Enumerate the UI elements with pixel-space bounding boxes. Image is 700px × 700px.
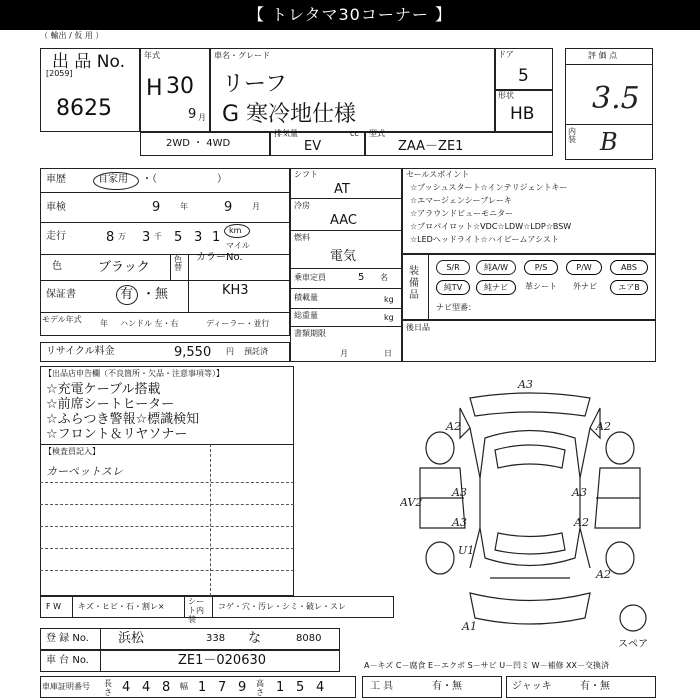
door-label: ドア — [498, 50, 514, 59]
fuel-label: 燃料 — [294, 233, 310, 242]
fw-value: キズ・ヒビ・石・割レ× — [78, 602, 165, 611]
mileage-d2: 3 — [142, 230, 151, 245]
equip-pw: P/W — [566, 260, 602, 275]
mileage-d3: 5 — [174, 230, 183, 245]
equip-navi: 純ナビ — [476, 280, 516, 295]
header-banner: 【 トレタマ30コーナー 】 — [0, 0, 700, 30]
mileage-d4: 3 — [194, 230, 203, 245]
car-diagram — [400, 368, 670, 648]
mileage-d1: 8 — [106, 230, 115, 245]
model-label: 型式 — [369, 129, 385, 138]
warranty-alt: ・無 — [142, 287, 169, 302]
equip-sr: S/R — [436, 260, 470, 275]
jack-value: 有・無 — [580, 681, 610, 692]
exhibit-label: 出 品 No. — [52, 52, 126, 72]
deadline-day: 日 — [384, 349, 392, 358]
registration-label: 登 録 No. — [46, 633, 89, 644]
mileage-u1: 万 — [118, 232, 126, 241]
after-parts-box — [402, 320, 656, 362]
damage-mark: AV2 — [400, 496, 423, 509]
shift-value: AT — [334, 182, 350, 197]
year-month: 9 — [188, 107, 197, 122]
year-month-unit: 月 — [198, 113, 206, 122]
shift-label: シフト — [294, 170, 318, 179]
exhibit-tag: [2059] — [46, 69, 73, 78]
inspection-month: 9 — [224, 200, 233, 215]
weight-unit: kg — [384, 313, 394, 322]
shape-label: 形状 — [498, 91, 514, 100]
length-label: 長さ — [104, 679, 112, 697]
registration-class: 338 — [206, 633, 226, 644]
height-digit: 4 — [316, 680, 325, 695]
equip-abs: ABS — [610, 260, 648, 275]
color-change-label: 色替 — [174, 255, 182, 272]
mileage-d5: 1 — [212, 230, 221, 245]
sales-point-item: ☆エマージェンシーブレーキ — [410, 196, 512, 205]
exhibitor-notes-label: 【出品店申告欄（不良箇所・欠品・注意事項等）】 — [44, 369, 224, 378]
recycle-value: 9,550 — [174, 345, 212, 360]
width-digit: 1 — [198, 680, 207, 695]
jack-label: ジャッキ — [512, 681, 552, 692]
sales-point-item: ☆プロパイロット☆VDC☆LDW☆LDP☆BSW — [410, 222, 572, 231]
damage-mark: A2 — [596, 568, 611, 581]
exhibitor-note: ☆充電ケーブル搭載 — [46, 382, 161, 397]
inspection-year: 9 — [152, 200, 161, 215]
damage-mark: A2 — [446, 420, 461, 433]
tools-label: 工 具 — [370, 681, 394, 692]
width-label: 幅 — [180, 682, 188, 691]
registration-place: 浜松 — [118, 631, 145, 646]
color-value: ブラック — [98, 260, 150, 275]
handle-label: ハンドル 左・右 — [120, 319, 179, 328]
equip-leather: 革シート — [525, 282, 557, 291]
exhibit-number: 8625 — [56, 96, 112, 121]
equip-tv: 純TV — [436, 280, 470, 295]
equip-airbag: エアB — [610, 280, 648, 295]
year-value: 30 — [166, 74, 194, 99]
sales-points-label: セールスポイント — [406, 170, 470, 179]
displacement-value: EV — [304, 139, 322, 154]
warranty-label: 保証書 — [46, 289, 76, 300]
sales-point-item: ☆アラウンドビューモニター — [410, 209, 514, 218]
equip-aw: 純A/W — [476, 260, 516, 275]
top-note: （ 輸出 / 仮 用 ） — [40, 31, 104, 40]
history-value: 自家用 — [98, 174, 128, 185]
warranty-value: 有 — [120, 287, 134, 302]
capacity-unit: 名 — [380, 273, 388, 282]
displacement-label: 排気量 — [274, 129, 298, 138]
registration-kana: な — [248, 631, 262, 646]
year-era: H — [146, 76, 163, 101]
equip-ext-navi: 外ナビ — [573, 282, 597, 291]
car-name: リーフ — [222, 72, 287, 97]
mileage-unit-km: km — [229, 226, 242, 235]
length-digit: 4 — [142, 680, 151, 695]
exhibitor-note: ☆ふらつき警報☆標識検知 — [46, 412, 200, 427]
recycle-label: リサイクル料金 — [46, 346, 115, 357]
inspection-label: 車検 — [46, 202, 66, 213]
door-value: 5 — [518, 66, 529, 86]
chassis-label: 車 台 No. — [46, 655, 89, 666]
seat-value: コゲ・穴・汚レ・シミ・破レ・スレ — [218, 602, 346, 611]
sales-point-item: ☆プッシュスタート☆インテリジェントキー — [410, 183, 568, 192]
car-name-label: 車名・グレード — [214, 51, 270, 60]
color-no-value: KH3 — [222, 283, 249, 298]
model-year-label: モデル年式 — [42, 315, 82, 324]
inspector-note: カーペットスレ — [46, 465, 123, 478]
dimensions-label: 車庫証明番号 — [42, 682, 90, 691]
damage-mark: A1 — [462, 620, 477, 633]
interior-value: B — [600, 128, 618, 156]
sales-point-item: ☆LEDヘッドライト☆ハイビームアシスト — [410, 235, 559, 244]
shape-value: HB — [510, 104, 535, 124]
history-label: 車歴 — [46, 174, 66, 185]
after-parts-label: 後日品 — [406, 323, 430, 332]
fw-label: F W — [46, 602, 62, 611]
displacement-unit: cc — [350, 129, 359, 138]
tools-value: 有・無 — [432, 681, 462, 692]
navi-model-label: ナビ型番： — [436, 303, 476, 312]
exhibitor-note: ☆フロント＆リヤソナー — [46, 427, 188, 442]
deadline-month: 月 — [340, 349, 348, 358]
damage-mark: A2 — [596, 420, 611, 433]
width-digit: 9 — [238, 680, 247, 695]
load-label: 積載量 — [294, 293, 318, 302]
weight-label: 総重量 — [294, 311, 318, 320]
car-grade: G 寒冷地仕様 — [222, 102, 357, 127]
aircon-label: 冷房 — [294, 201, 310, 210]
dealer-label: ディーラー・並行 — [206, 319, 270, 328]
capacity-label: 乗車定員 — [294, 273, 326, 282]
damage-mark: A3 — [452, 516, 467, 529]
drive-type: 2WD ・ 4WD — [166, 138, 231, 149]
damage-legend: A－キズ C－腐食 E－エクボ S－サビ U－凹ミ W－補修 XX－交換済 — [364, 661, 610, 670]
deadline-label: 書類期限 — [294, 329, 326, 338]
score-value: 3.5 — [592, 81, 640, 116]
load-unit: kg — [384, 295, 394, 304]
damage-mark: A2 — [574, 516, 589, 529]
equip-ps: P/S — [524, 260, 558, 275]
inspection-year-unit: 年 — [180, 202, 188, 211]
registration-number: 8080 — [296, 633, 322, 644]
length-digit: 8 — [162, 680, 171, 695]
mileage-u2: 千 — [154, 232, 162, 241]
color-label: 色 — [52, 261, 62, 272]
history-extra: ・（ ） — [142, 174, 227, 185]
capacity-value: 5 — [358, 272, 365, 283]
color-no-label: カラーNo. — [196, 252, 243, 263]
damage-mark: A3 — [572, 486, 587, 499]
inspection-month-unit: 月 — [252, 202, 260, 211]
seat-label: シート内装 — [188, 597, 204, 624]
model-year-unit: 年 — [100, 319, 108, 328]
chassis-value: ZE1－020630 — [178, 653, 267, 668]
width-digit: 7 — [218, 680, 227, 695]
damage-mark: A3 — [452, 486, 467, 499]
height-label: 高さ — [256, 679, 264, 697]
score-label: 評 価 点 — [588, 51, 618, 60]
length-digit: 4 — [122, 680, 131, 695]
mileage-unit-mile: マイル — [226, 241, 250, 250]
model-value: ZAA－ZE1 — [398, 139, 464, 154]
exhibitor-note: ☆前席シートヒーター — [46, 397, 175, 412]
vehicle-info-box — [40, 168, 290, 336]
fuel-value: 電気 — [330, 249, 357, 264]
spare-label: スペア — [618, 639, 648, 650]
damage-mark: A3 — [518, 378, 533, 391]
equipment-label: 装備品 — [409, 266, 419, 301]
height-digit: 1 — [276, 680, 285, 695]
mileage-label: 走行 — [46, 231, 66, 242]
damage-mark: U1 — [458, 544, 475, 557]
height-digit: 5 — [296, 680, 305, 695]
inspector-notes-label: 【検査員記入】 — [44, 447, 100, 456]
interior-label: 内装 — [568, 127, 576, 144]
aircon-value: AAC — [330, 213, 357, 228]
recycle-note: 預託済 — [244, 347, 268, 356]
year-label: 年式 — [144, 51, 160, 60]
recycle-unit: 円 — [226, 347, 234, 356]
